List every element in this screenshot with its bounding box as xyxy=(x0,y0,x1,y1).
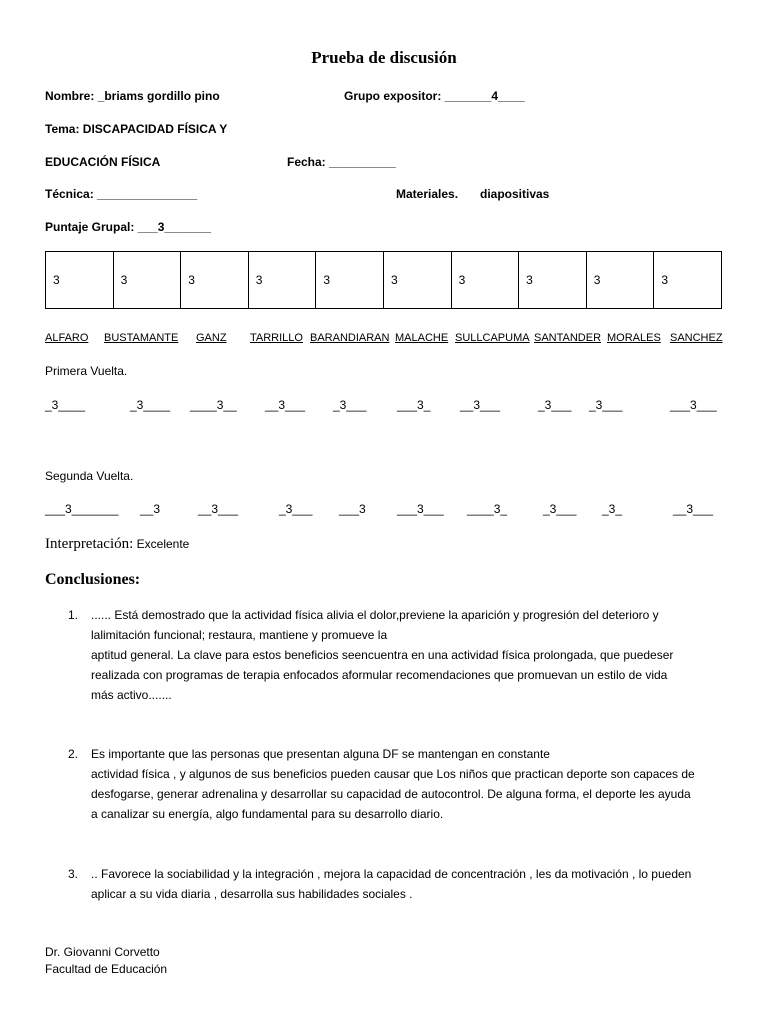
score-cell: 3 xyxy=(316,252,384,309)
interpretacion-value: Excelente xyxy=(136,537,190,551)
score-cell: 3 xyxy=(46,252,114,309)
conclusion-line: aplicar a su vida diaria , desarrolla sus habilidades sociales . xyxy=(91,887,413,901)
conclusion-item xyxy=(91,605,731,705)
materiales-value: diapositivas xyxy=(480,187,550,201)
student-name: ALFARO xyxy=(45,332,89,344)
segunda-score: ___3 xyxy=(339,502,366,516)
student-name: TARRILLO xyxy=(250,332,303,344)
segunda-score: _3_ xyxy=(602,502,623,516)
student-name: MORALES xyxy=(607,332,661,344)
conclusion-item xyxy=(91,864,731,904)
primera-score: _3____ xyxy=(130,398,171,412)
score-cell: 3 xyxy=(451,252,519,309)
student-name: MALACHE xyxy=(395,332,449,344)
score-cell: 3 xyxy=(586,252,654,309)
student-name: BUSTAMANTE xyxy=(104,332,179,344)
student-name: SANTANDER xyxy=(534,332,602,344)
nombre-field: Nombre: _briams gordillo pino xyxy=(45,89,220,103)
score-table-row xyxy=(46,252,722,309)
conclusion-line: Es importante que las personas que presentan alguna DF se mantengan en constante xyxy=(91,747,550,761)
score-cell: 3 xyxy=(654,252,722,309)
primera-score: _3___ xyxy=(538,398,572,412)
interpretacion-label: Interpretación: xyxy=(45,536,134,552)
score-table xyxy=(45,251,722,309)
puntaje-grupal: Puntaje Grupal: ___3_______ xyxy=(45,220,212,234)
student-name: GANZ xyxy=(196,332,227,344)
primera-score: _3___ xyxy=(333,398,367,412)
primera-vuelta-label: Primera Vuelta. xyxy=(45,364,128,378)
score-cell: 3 xyxy=(519,252,587,309)
student-name: SULLCAPUMA xyxy=(455,332,530,344)
tecnica-field: Técnica: _______________ xyxy=(45,187,198,201)
segunda-score: __3 xyxy=(140,502,161,516)
signature-faculty: Facultad de Educación xyxy=(45,962,168,976)
segunda-score: _3___ xyxy=(279,502,313,516)
conclusion-item xyxy=(91,744,731,824)
conclusion-line: realizada con programas de terapia enfocados aformular recomendaciones que promuevan un estilo de vida xyxy=(91,668,668,682)
conclusion-line: actividad física , y algunos de sus beneficios pueden causar que Los niños que practican deporte son capaces de xyxy=(91,767,695,781)
conclusion-line: .. Favorece la sociabilidad y la integración , mejora la capacidad de concentración , les da motivación , lo pueden xyxy=(91,867,692,881)
segunda-score: __3___ xyxy=(673,502,714,516)
student-name: SANCHEZ xyxy=(670,332,723,344)
segunda-score: ___3___ xyxy=(397,502,444,516)
segunda-score: ____3_ xyxy=(467,502,508,516)
segunda-score: ___3_______ xyxy=(45,502,119,516)
materiales-label: Materiales. xyxy=(396,187,459,201)
conclusiones-heading: Conclusiones: xyxy=(45,571,141,588)
document-title: Prueba de discusión xyxy=(311,48,457,67)
grupo-field: Grupo expositor: _______4____ xyxy=(344,89,525,103)
tema-line1: Tema: DISCAPACIDAD FÍSICA Y xyxy=(45,122,228,136)
tema-line2: EDUCACIÓN FÍSICA xyxy=(45,155,161,169)
conclusion-number: 2. xyxy=(68,747,79,761)
score-cell: 3 xyxy=(113,252,181,309)
score-cell: 3 xyxy=(181,252,249,309)
conclusion-line: más activo....... xyxy=(91,688,172,702)
signature-name: Dr. Giovanni Corvetto xyxy=(45,945,160,959)
segunda-vuelta-label: Segunda Vuelta. xyxy=(45,469,134,483)
primera-score: ___3_ xyxy=(397,398,431,412)
primera-score: __3___ xyxy=(265,398,306,412)
primera-score: _3___ xyxy=(589,398,623,412)
conclusion-line: ...... Está demostrado que la actividad física alivia el dolor,previene la aparición y progresión del deterioro y xyxy=(91,608,659,622)
conclusion-line: aptitud general. La clave para estos beneficios seencuentra en una actividad física prolongada, que puedeser xyxy=(91,648,674,662)
segunda-score: _3___ xyxy=(543,502,577,516)
segunda-score: __3___ xyxy=(198,502,239,516)
score-cell: 3 xyxy=(383,252,451,309)
conclusion-line: desfogarse, generar adrenalina y desarrollar su capacidad de autocontrol. De alguna forma, el deporte les ayuda xyxy=(91,787,691,801)
student-name: BARANDIARAN xyxy=(310,332,390,344)
conclusion-line: a canalizar su energía, algo fundamental para su desarrollo diario. xyxy=(91,807,444,821)
primera-score: ___3___ xyxy=(670,398,717,412)
score-cell: 3 xyxy=(248,252,316,309)
conclusion-number: 1. xyxy=(68,608,79,622)
interpretacion xyxy=(45,536,189,553)
primera-score: _3____ xyxy=(45,398,86,412)
primera-score: __3___ xyxy=(460,398,501,412)
conclusion-number: 3. xyxy=(68,867,79,881)
fecha-field: Fecha: __________ xyxy=(287,155,396,169)
conclusion-line: lalimitación funcional; restaura, mantiene y promueve la xyxy=(91,628,388,642)
primera-score: ____3__ xyxy=(190,398,237,412)
